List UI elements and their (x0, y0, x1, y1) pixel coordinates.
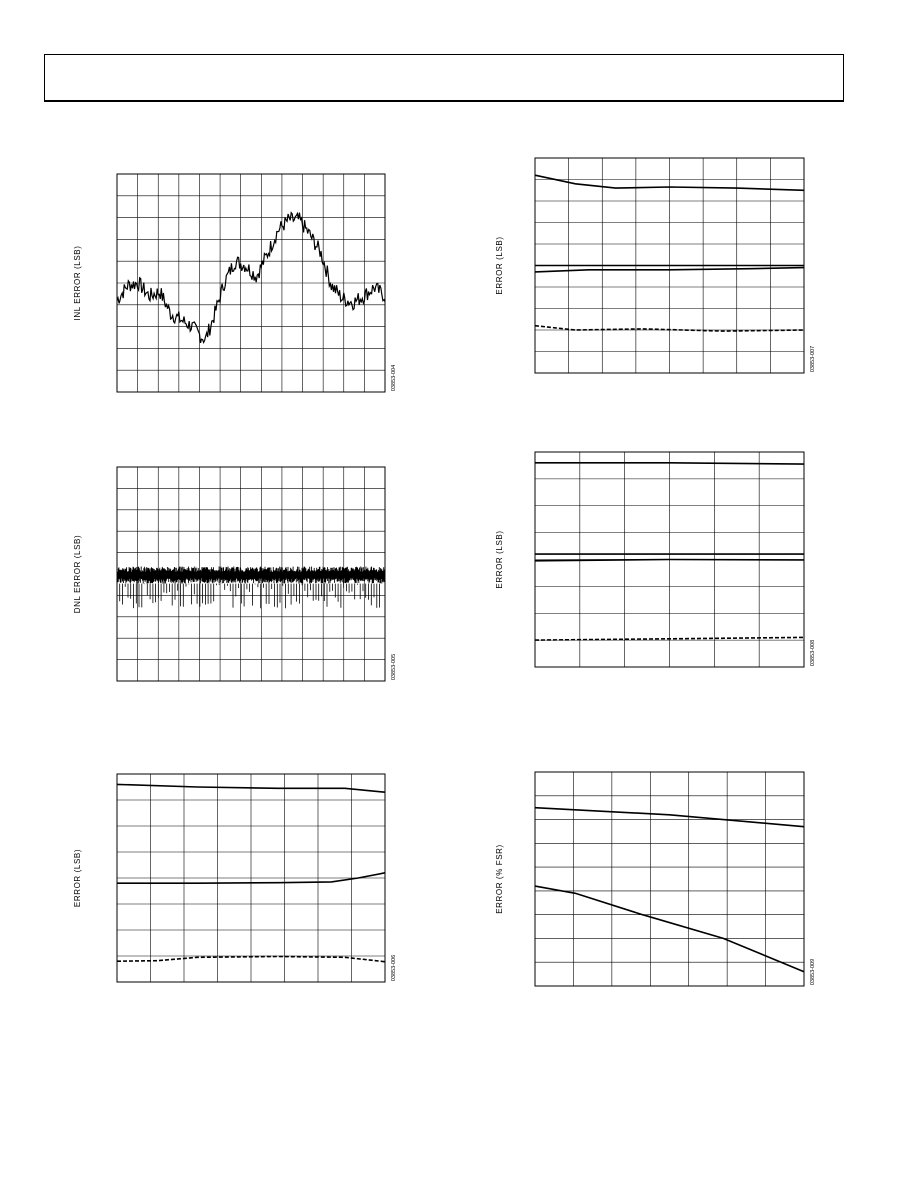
figure-id: 03853-004 (391, 364, 397, 392)
y-axis-label: ERROR (% FSR) (495, 844, 504, 914)
error-lsb-chart-mid-right (492, 446, 832, 678)
y-axis-label: ERROR (LSB) (495, 236, 504, 295)
error-lsb-plot-top-right (492, 150, 832, 382)
figure-id: 03853-005 (391, 653, 397, 681)
dnl-error-plot (70, 460, 410, 692)
error-lsb-chart-top-right (492, 150, 832, 382)
plot-frame (535, 772, 804, 986)
figure-id: 03853-006 (391, 954, 397, 982)
page-header-box (44, 54, 844, 102)
series-0-band (117, 567, 385, 584)
figure-id: 03853-009 (810, 958, 816, 986)
dnl-error-chart (70, 460, 410, 692)
inl-error-chart (70, 168, 410, 398)
y-axis-label: ERROR (LSB) (73, 848, 82, 908)
series-0-spikes (120, 584, 380, 609)
y-axis-label: ERROR (LSB) (495, 530, 504, 589)
y-axis-label: INL ERROR (LSB) (73, 245, 82, 321)
error-fsr-chart (492, 764, 832, 996)
error-lsb-chart-bottom-left (70, 768, 410, 993)
series-0-line (117, 213, 385, 343)
figure-id: 03853-008 (810, 639, 816, 667)
inl-error-plot (70, 168, 410, 398)
series-0-line (535, 808, 804, 827)
figure-id: 03853-007 (810, 345, 816, 373)
series-1-line (535, 886, 804, 972)
y-axis-label: DNL ERROR (LSB) (73, 534, 82, 614)
error-lsb-plot-mid-right (492, 446, 832, 678)
error-lsb-plot-bottom-left (70, 768, 410, 993)
error-fsr-plot (492, 764, 832, 996)
